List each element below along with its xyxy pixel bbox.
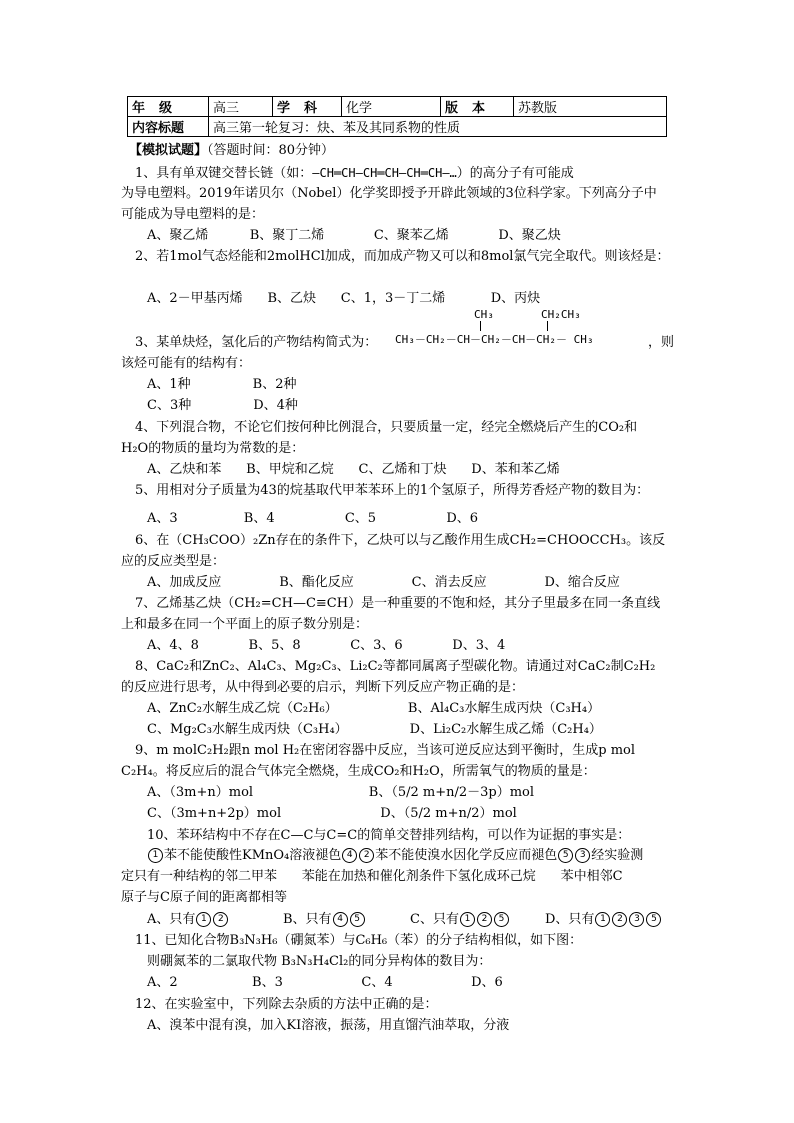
q10-line4: 原子与C原子间的距离都相等: [121, 890, 287, 905]
q11-line1: 11、已知化合物B₃N₃H₆（硼氮苯）与C₆H₆（苯）的分子结构相似，如下图：: [135, 933, 583, 948]
q8-options-1: A、ZnC₂水解生成乙烷（C₂H₆） B、Al₄C₃水解生成丙炔（C₃H₄）: [147, 701, 601, 716]
q10-option-a: [147, 910, 229, 930]
q10-line1: 10、苯环结构中不存在C—C与C=C的简单交替排列结构，可以作为证据的事实是：: [147, 828, 631, 843]
subject-label: 学科: [273, 97, 342, 117]
edition-label: 版本: [441, 97, 514, 117]
q3-bond-line: [547, 321, 548, 331]
q11-options: A、2 B、3 C、4 D、6: [147, 975, 503, 990]
circled-1-icon: 1: [595, 912, 610, 927]
q4-line2: H₂O的物质的量均为常数的是：: [121, 441, 305, 456]
q10-option-d-label: D、只有: [545, 912, 595, 927]
q10-option-c: [410, 910, 510, 930]
topic-value: 高三第一轮复习：炔、苯及其同系物的性质: [209, 117, 667, 137]
q10-option-b-label: B、只有: [283, 912, 332, 927]
q10-line2: [147, 846, 643, 866]
q1-line3: 可能成为导电塑料的是：: [121, 207, 265, 222]
q1-line2: 为导电塑料。2019年诺贝尔（Nobel）化学奖即授予开辟此领域的3位科学家。下列高分子中: [121, 186, 657, 201]
q7-line2: 上和最多在同一个平面上的原子数分别是：: [121, 617, 369, 632]
q3-structure-formula: [395, 308, 665, 348]
circled-5-icon: 5: [350, 912, 365, 927]
q1-text: 1、具有单双键交替长链（如：: [135, 166, 313, 181]
q9-line2: C₂H₄。将反应后的混合气体完全燃烧，生成CO₂和H₂O，所需氧气的物质的量是：: [121, 764, 596, 779]
q3-options-1: A、1种 B、2种: [147, 377, 297, 392]
q10-option-b: [283, 910, 366, 930]
q10-fact-3: 经实验测: [591, 848, 644, 863]
q10-line3: 定只有一种结构的邻二甲苯 苯能在加热和催化剂条件下氢化成环己烷 苯中相邻C: [121, 869, 623, 884]
q10-option-a-label: A、只有: [147, 912, 196, 927]
q7-line1: 7、乙烯基乙炔（CH₂=CH—C≡CH）是一种重要的不饱和烃，其分子里最多在同一条直线: [135, 596, 661, 611]
q8-options-2: C、Mg₂C₃水解生成丙炔（C₃H₄） D、Li₂C₂水解生成乙烯（C₂H₄）: [147, 722, 602, 737]
topic-label: 内容标题: [128, 117, 209, 137]
q11-line2: 则硼氮苯的二氯取代物 B₃N₃H₄Cl₂的同分异构体的数目为：: [147, 954, 492, 969]
circled-1-icon: 1: [196, 912, 211, 927]
circled-5-icon: 5: [494, 912, 509, 927]
q6-options: A、加成反应 B、酯化反应 C、消去反应 D、缩合反应: [147, 575, 620, 590]
q3-line2: 该烃可能有的结构有：: [121, 356, 252, 371]
q7-options: A、4、8 B、5、8 C、3、6 D、3、4: [147, 638, 506, 653]
q5-options: A、3 B、4 C、5 D、6: [147, 511, 479, 526]
circled-4-icon: 4: [333, 912, 348, 927]
q1-chain-formula: —CH═CH—CH═CH—CH═CH—…: [312, 166, 457, 180]
circled-2-icon: 2: [213, 912, 228, 927]
q1-text-end: ）的高分子有可能成: [456, 166, 574, 181]
q10-option-c-label: C、只有: [410, 912, 459, 927]
q12-line1: 12、在实验室中，下列除去杂质的方法中正确的是：: [135, 997, 438, 1012]
circled-5-icon: 5: [558, 848, 573, 863]
q6-line1: 6、在（CH₃COO）₂Zn存在的条件下，乙炔可以与乙酸作用生成CH₂=CHOOCCH₃。该反: [135, 533, 666, 548]
q12-option-a: A、溴苯中混有溴，加入KI溶液，振荡，用直馏汽油萃取，分液: [147, 1018, 510, 1033]
q3-line1: 3、某单炔烃，氢化后的产物结构简式为：: [135, 335, 378, 350]
header-table: [127, 96, 667, 137]
grade-value: 高三: [209, 97, 273, 117]
q3-substituent-ethyl: CH₂CH₃: [541, 308, 581, 321]
q3-main-chain: CH₃－CH₂－CH－CH₂－CH－CH₂－ CH₃: [395, 333, 594, 346]
q4-options: A、乙炔和苯 B、甲烷和乙烷 C、乙烯和丁炔 D、苯和苯乙烯: [147, 462, 560, 477]
circled-5-icon: 5: [646, 912, 661, 927]
section-heading: [129, 141, 334, 161]
edition-value: 苏教版: [514, 97, 667, 117]
q10-fact-1: 苯不能使酸性KMnO₄溶液褪色: [164, 848, 342, 863]
subject-value: 化学: [342, 97, 441, 117]
q10-option-d: [545, 910, 662, 930]
q3-bond-line: [480, 321, 481, 331]
section-time-note: （答题时间：80分钟）: [207, 143, 335, 158]
circled-2-icon: 2: [477, 912, 492, 927]
q2-options: A、2－甲基丙烯 B、乙炔 C、1，3－丁二烯 D、丙炔: [147, 291, 541, 306]
q9-options-1: A、（3m+n）mol B、（5/2 m+n/2－3p）mol: [147, 785, 535, 800]
circled-2-icon: 2: [359, 848, 374, 863]
q1-line1: [135, 163, 574, 184]
q9-line1: 9、m molC₂H₂跟n mol H₂在密闭容器中反应，当该可逆反应达到平衡时，生成p mol: [135, 743, 636, 758]
circled-3-icon: 3: [629, 912, 644, 927]
circled-1-icon: 1: [148, 848, 163, 863]
q3-line1-end: ，则: [648, 335, 675, 350]
circled-1-icon: 1: [460, 912, 475, 927]
q2-line1: 2、若1mol气态烃能和2molHCl加成，而加成产物又可以和8mol氯气完全取代。则该烃是：: [135, 249, 670, 264]
q8-line2: 的反应进行思考，从中得到必要的启示，判断下列反应产物正确的是：: [121, 680, 525, 695]
grade-label: 年级: [128, 97, 209, 117]
q3-options-2: C、3种 D、4种: [147, 398, 298, 413]
circled-2-icon: 2: [612, 912, 627, 927]
q1-options: A、聚乙烯 B、聚丁二烯 C、聚苯乙烯 D、聚乙炔: [147, 228, 561, 243]
q3-substituent-methyl: CH₃: [474, 308, 494, 321]
q8-line1: 8、CaC₂和ZnC₂、Al₄C₃、Mg₂C₃、Li₂C₂等都同属离子型碳化物。请通过对CaC₂制C₂H₂: [135, 659, 656, 674]
q6-line2: 应的反应类型是：: [121, 554, 226, 569]
circled-3-icon: 3: [575, 848, 590, 863]
q5-line1: 5、用相对分子质量为43的烷基取代甲苯苯环上的1个氢原子，所得芳香烃产物的数目为：: [135, 483, 650, 498]
q10-fact-2: 苯不能使溴水因化学反应而褪色: [375, 848, 558, 863]
section-title: 【模拟试题】: [129, 143, 208, 158]
circled-4-icon: 4: [342, 848, 357, 863]
q9-options-2: C、（3m+n+2p）mol D、（5/2 m+n/2）mol: [147, 806, 517, 821]
q4-line1: 4、下列混合物，不论它们按何种比例混合，只要质量一定，经完全燃烧后产生的CO₂和: [135, 420, 638, 435]
